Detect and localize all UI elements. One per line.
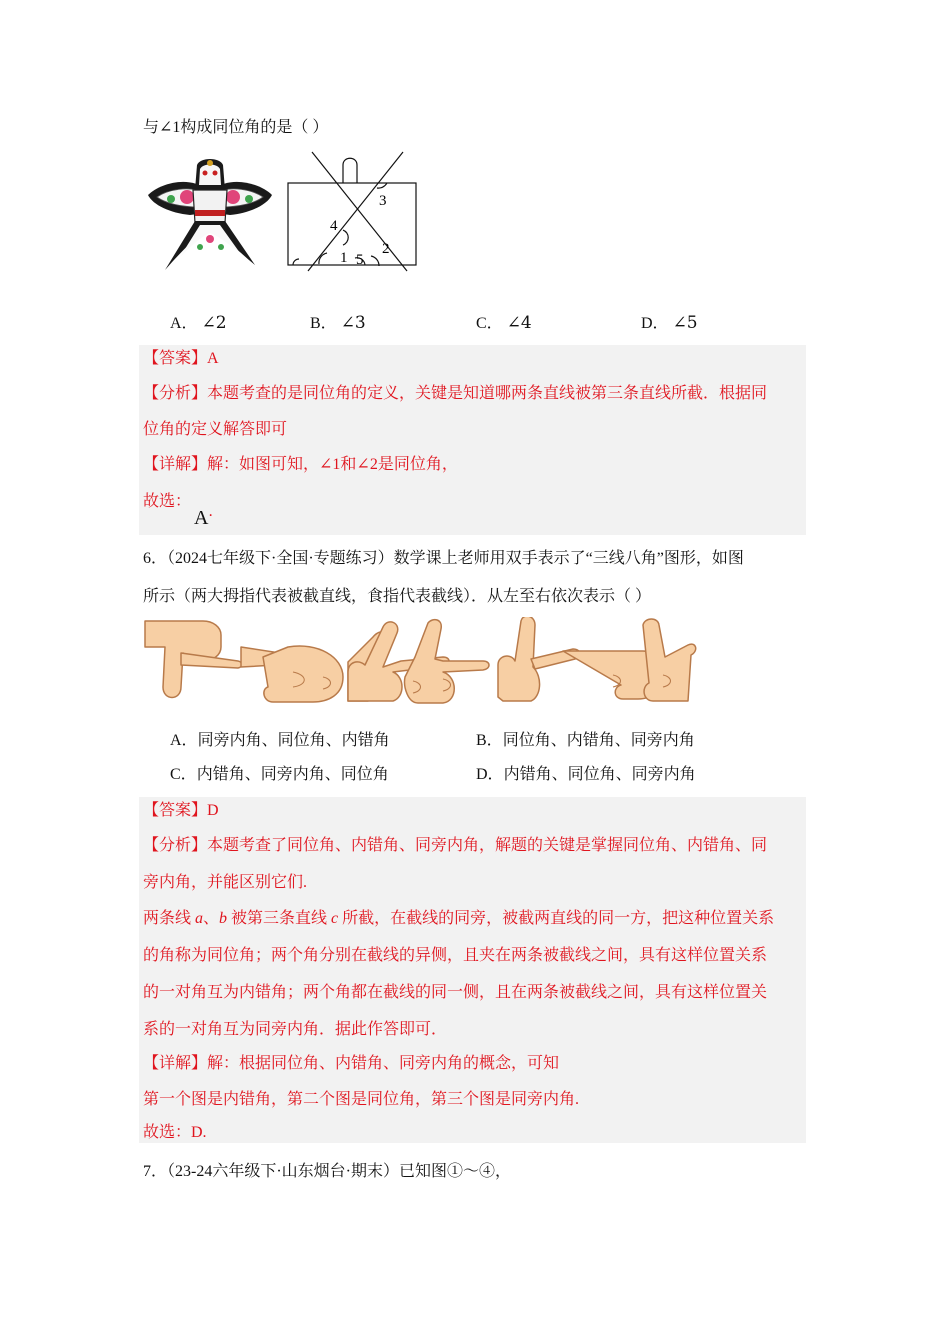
answer-letter: A	[207, 350, 219, 367]
q5-option-d[interactable]	[641, 312, 698, 335]
variable-c: c	[331, 910, 339, 927]
q6-analysis-line3	[143, 908, 774, 930]
option-letter: A．	[170, 315, 198, 332]
detail-text: 解：如图可知，∠1和∠2是同位角，	[207, 456, 458, 473]
variable-b: b	[219, 910, 228, 927]
q5-option-a[interactable]	[170, 312, 227, 335]
q6-option-a[interactable]	[170, 730, 390, 752]
stem-text: （2024七年级下·全国·专题练习）数学课上老师用双手表示了“三线八角”图形，如图	[167, 550, 744, 567]
kite-illustration	[145, 155, 275, 275]
choose-prefix: 故选：	[143, 493, 192, 510]
q5-answer	[143, 348, 219, 370]
q6-choose: 故选：D.	[143, 1124, 207, 1141]
option-value: ∠5	[672, 313, 698, 333]
text-segment: 被第三条直线	[227, 910, 332, 927]
option-letter: B．	[310, 315, 337, 332]
answer-letter: D	[207, 802, 219, 819]
q6-option-c[interactable]	[170, 764, 389, 786]
q6-stem-line2: 所示（两大拇指代表被截直线，食指代表截线）．从左至右依次表示（ ）	[143, 588, 652, 605]
q5-choose-letter	[194, 501, 222, 530]
angle-figure	[285, 150, 420, 272]
answer-tag: 【答案】	[143, 350, 208, 367]
angle-label-2: 2	[382, 241, 390, 257]
q6-analysis-line5: 的一对角互为内错角；两个角都在截线的同一侧，且在两条被截线之间，具有这样位置关	[143, 984, 768, 1001]
variable-a: a	[195, 910, 204, 927]
option-value: ∠2	[201, 313, 227, 333]
choose-letter: A	[194, 507, 209, 529]
q6-analysis-line4: 的角称为同位角；两个角分别在截线的异侧，且夹在两条被截线之间，具有这样位置关系	[143, 947, 768, 964]
detail-tag: 【详解】	[143, 456, 208, 473]
hands-illustration	[143, 617, 698, 707]
option-letter: A．	[170, 732, 198, 749]
angle-label-3: 3	[379, 193, 387, 209]
text-segment: 、	[203, 910, 220, 927]
q6-option-b[interactable]	[476, 730, 695, 752]
q5-option-b[interactable]	[310, 312, 366, 335]
analysis-text: 本题考查的是同位角的定义，关键是知道哪两条直线被第三条直线所截．根据同	[207, 385, 768, 402]
text-segment: 两条线	[143, 910, 196, 927]
option-text: 同旁内角、同位角、内错角	[197, 732, 390, 749]
q5-option-c[interactable]	[476, 312, 532, 335]
q6-analysis-line6: 系的一对角互为同旁内角．据此作答即可．	[143, 1021, 448, 1038]
option-value: ∠3	[340, 313, 366, 333]
option-text: 内错角、同位角、同旁内角	[503, 766, 696, 783]
q5-stem: 与∠1构成同位角的是（ ）	[143, 119, 329, 136]
option-letter: C．	[476, 315, 503, 332]
analysis-text: 本题考查了同位角、内错角、同旁内角，解题的关键是掌握同位角、内错角、同	[207, 837, 768, 854]
option-letter: D．	[641, 315, 669, 332]
option-letter: B．	[476, 732, 503, 749]
text-segment: 所截，在截线的同旁，被截两直线的同一方，把这种位置关系	[338, 910, 775, 927]
q6-analysis-line1	[143, 835, 767, 857]
question-number: 7．	[143, 1163, 168, 1180]
detail-tag: 【详解】	[143, 1055, 208, 1072]
option-letter: D．	[476, 766, 504, 783]
analysis-tag: 【分析】	[143, 837, 208, 854]
q6-answer	[143, 800, 219, 822]
q5-choose	[143, 491, 191, 513]
detail-text: 解：根据同位角、内错角、同旁内角的概念，可知	[207, 1055, 560, 1072]
q6-stem-line1	[143, 548, 744, 570]
answer-tag: 【答案】	[143, 802, 208, 819]
angle-label-5: 5	[356, 252, 364, 268]
q5-analysis-line2: 位角的定义解答即可	[143, 421, 288, 438]
angle-label-4: 4	[330, 218, 338, 234]
stem-text: （23-24六年级下·山东烟台·期末）已知图①～④，	[167, 1163, 512, 1180]
angle-label-1: 1	[340, 250, 348, 266]
option-letter: C．	[170, 766, 197, 783]
question-number: 6．	[143, 550, 168, 567]
q6-detail-line2: 第一个图是内错角，第二个图是同位角，第三个图是同旁内角.	[143, 1091, 580, 1108]
q5-detail	[143, 454, 458, 476]
option-text: 内错角、同旁内角、同位角	[196, 766, 389, 783]
q7-stem	[143, 1161, 511, 1183]
option-text: 同位角、内错角、同旁内角	[502, 732, 695, 749]
option-value: ∠4	[506, 313, 532, 333]
q6-analysis-line2: 旁内角，并能区别它们.	[143, 874, 308, 891]
q6-detail-line1	[143, 1053, 559, 1075]
q6-option-d[interactable]	[476, 764, 696, 786]
choose-suffix: ．	[208, 505, 223, 520]
analysis-tag: 【分析】	[143, 385, 208, 402]
q5-analysis-line1	[143, 383, 767, 405]
